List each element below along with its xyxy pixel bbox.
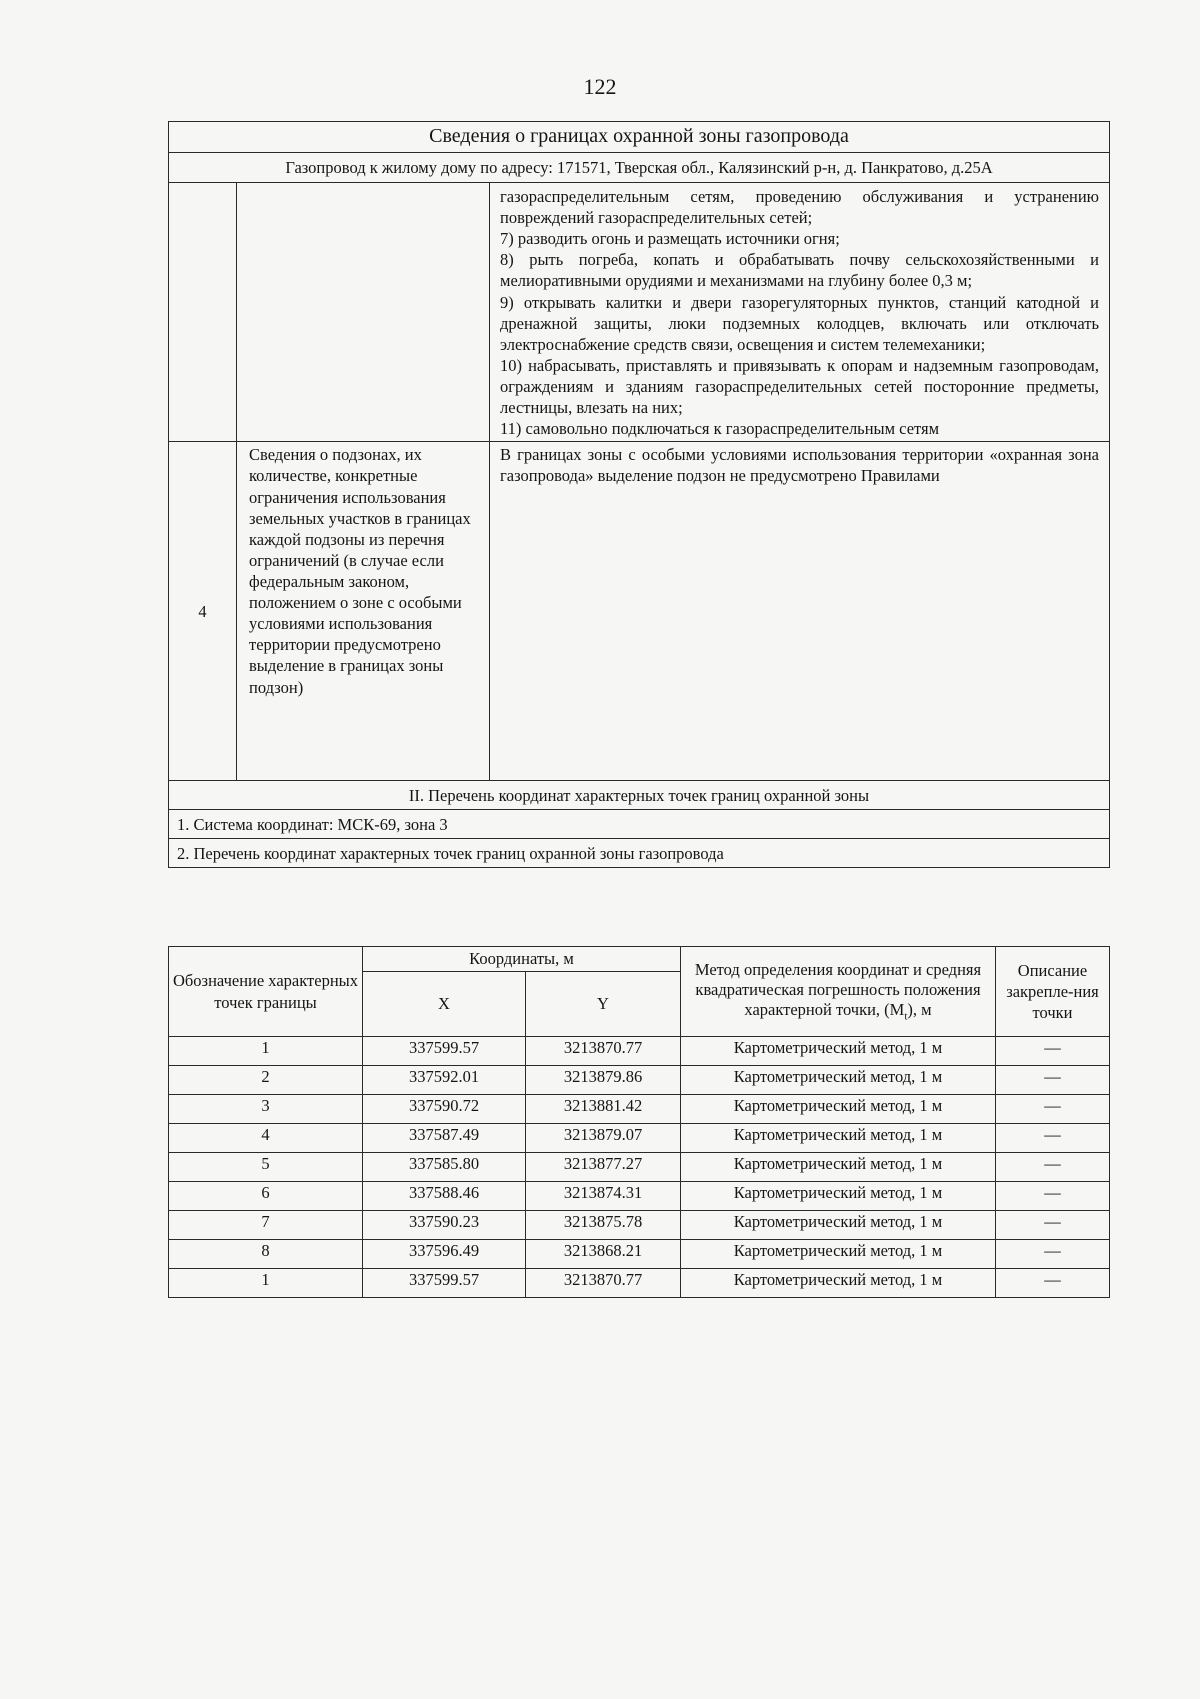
point-cell: 6 xyxy=(169,1182,363,1211)
point-cell: 5 xyxy=(169,1153,363,1182)
coordinates-table xyxy=(168,946,1110,1298)
method-cell: Картометрический метод, 1 м xyxy=(681,1124,996,1153)
point-cell: 4 xyxy=(169,1124,363,1153)
y-cell: 3213870.77 xyxy=(526,1269,681,1298)
header-point: Обозначение характерных точек границы xyxy=(169,947,363,1037)
description-cell: — xyxy=(996,1066,1110,1095)
x-cell: 337596.49 xyxy=(363,1240,526,1269)
description-cell: — xyxy=(996,1240,1110,1269)
y-cell: 3213874.31 xyxy=(526,1182,681,1211)
restriction-line: 7) разводить огонь и размещать источники огня; xyxy=(500,229,840,249)
header-method-unit: ), м xyxy=(907,999,932,1019)
y-cell: 3213877.27 xyxy=(526,1153,681,1182)
object-address: Газопровод к жилому дому по адресу: 171571, Тверская обл., Калязинский р-н, д. Панкратово, д.25А xyxy=(169,153,1110,183)
coord-system: 1. Система координат: МСК-69, зона 3 xyxy=(169,810,1110,839)
description-cell: — xyxy=(996,1153,1110,1182)
continuation-row xyxy=(169,183,1110,442)
method-cell: Картометрический метод, 1 м xyxy=(681,1211,996,1240)
x-cell: 337590.23 xyxy=(363,1211,526,1240)
table-row xyxy=(169,1211,1110,1240)
description-cell: — xyxy=(996,1124,1110,1153)
point-cell: 8 xyxy=(169,1240,363,1269)
restriction-line: 11) самовольно подключаться к газораспределительным сетям xyxy=(500,419,940,439)
table-row xyxy=(169,1095,1110,1124)
method-cell: Картометрический метод, 1 м xyxy=(681,1182,996,1211)
restriction-line: 10) набрасывать, приставлять и привязывать к опорам и надземным газопроводам, ограждениям и зданиям газораспределительных сетей посторонние предметы, лестницы, влезать на них; xyxy=(500,355,1100,418)
description-cell: — xyxy=(996,1037,1110,1066)
description-cell: — xyxy=(996,1095,1110,1124)
header-method xyxy=(681,947,996,1037)
restriction-line: 9) открывать калитки и двери газорегуляторных пунктов, станций катодной и дренажной защиты, люки подземных колодцев, включать или отключать электроснабжение средств связи, освещения и систем телемеханики; xyxy=(500,292,1100,354)
restriction-line: газораспределительным сетям, проведению обслуживания и устранению повреждений газораспределительных сетей; xyxy=(500,187,1100,228)
description-cell: — xyxy=(996,1211,1110,1240)
coord-list-title: 2. Перечень координат характерных точек границ охранной зоны газопровода xyxy=(169,839,1110,868)
header-coordinates: Координаты, м xyxy=(363,947,681,972)
page-number: 122 xyxy=(583,74,617,99)
x-cell: 337590.72 xyxy=(363,1095,526,1124)
y-cell: 3213879.07 xyxy=(526,1124,681,1153)
header-description: Описание закрепле-ния точки xyxy=(996,947,1110,1037)
point-cell: 1 xyxy=(169,1269,363,1298)
header-x: X xyxy=(363,972,526,1037)
method-cell: Картометрический метод, 1 м xyxy=(681,1240,996,1269)
subzones-name: Сведения о подзонах, их количестве, конкретные ограничения использования земельных участков в границах каждой подзоны из перечня ограничений (в случае если федеральным законом, положением о зоне с особыми условиями использования территории предусмотрено выделение в границах зоны подзон) xyxy=(237,442,490,781)
continuation-name-cell xyxy=(237,183,490,442)
x-cell: 337599.57 xyxy=(363,1269,526,1298)
point-cell: 1 xyxy=(169,1037,363,1066)
header-method-text: Метод определения координат и средняя квадратическая погрешность положения характерной точки, (M xyxy=(694,959,982,1019)
restriction-line: 8) рыть погреба, копать и обрабатывать почву сельскохозяйственными и мелиоративными орудиями и механизмами на глубину более 0,3 м; xyxy=(500,250,1100,291)
point-cell: 7 xyxy=(169,1211,363,1240)
point-cell: 3 xyxy=(169,1095,363,1124)
method-cell: Картометрический метод, 1 м xyxy=(681,1153,996,1182)
x-cell: 337592.01 xyxy=(363,1066,526,1095)
subzones-description: В границах зоны с особыми условиями использования территории «охранная зона газопровода» выделение подзон не предусмотрено Правилами xyxy=(490,442,1110,781)
zone-info-table xyxy=(168,121,1110,868)
restrictions-continued xyxy=(490,183,1110,442)
method-cell: Картометрический метод, 1 м xyxy=(681,1037,996,1066)
description-cell: — xyxy=(996,1182,1110,1211)
description-cell: — xyxy=(996,1269,1110,1298)
y-cell: 3213870.77 xyxy=(526,1037,681,1066)
row-number: 4 xyxy=(169,442,237,781)
table-row xyxy=(169,1182,1110,1211)
header-y: Y xyxy=(526,972,681,1037)
x-cell: 337588.46 xyxy=(363,1182,526,1211)
continuation-number-cell xyxy=(169,183,237,442)
subzones-row xyxy=(169,442,1110,781)
table-row xyxy=(169,1153,1110,1182)
header-method-subscript: t xyxy=(904,1010,908,1023)
x-cell: 337585.80 xyxy=(363,1153,526,1182)
x-cell: 337599.57 xyxy=(363,1037,526,1066)
y-cell: 3213879.86 xyxy=(526,1066,681,1095)
method-cell: Картометрический метод, 1 м xyxy=(681,1269,996,1298)
coordinates-body xyxy=(169,1037,1110,1298)
table-title: Сведения о границах охранной зоны газопровода xyxy=(169,122,1110,153)
method-cell: Картометрический метод, 1 м xyxy=(681,1066,996,1095)
method-cell: Картометрический метод, 1 м xyxy=(681,1095,996,1124)
table-row xyxy=(169,1066,1110,1095)
table-row xyxy=(169,1240,1110,1269)
point-cell: 2 xyxy=(169,1066,363,1095)
table-row xyxy=(169,1269,1110,1298)
table-row xyxy=(169,1037,1110,1066)
y-cell: 3213881.42 xyxy=(526,1095,681,1124)
table-row xyxy=(169,1124,1110,1153)
section2-title: II. Перечень координат характерных точек границ охранной зоны xyxy=(169,781,1110,810)
x-cell: 337587.49 xyxy=(363,1124,526,1153)
y-cell: 3213875.78 xyxy=(526,1211,681,1240)
y-cell: 3213868.21 xyxy=(526,1240,681,1269)
